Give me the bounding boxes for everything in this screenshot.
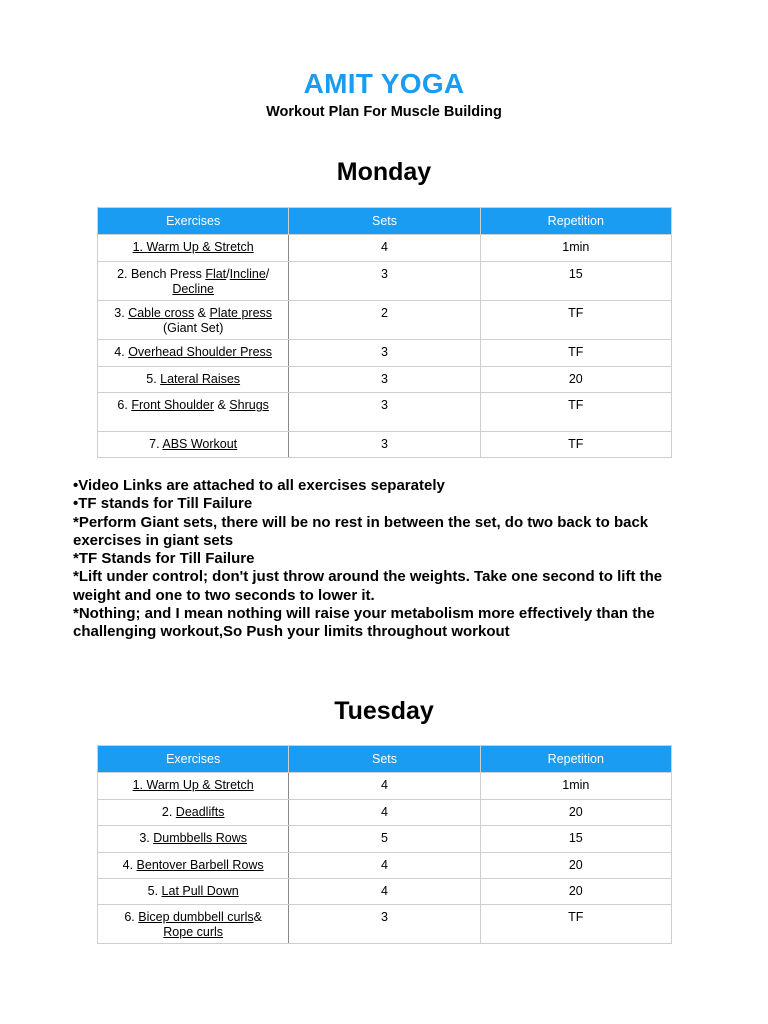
sets-cell: 4 (289, 879, 480, 905)
table-row (98, 879, 672, 905)
page-subtitle: Workout Plan For Muscle Building (266, 104, 502, 120)
sets-cell: 4 (289, 800, 480, 826)
exercise-cell (98, 853, 289, 879)
exercise-text: & (214, 398, 230, 412)
exercise-video-link[interactable]: Bentover Barbell Rows (136, 858, 264, 872)
exercise-video-link[interactable]: Dumbbells Rows (153, 831, 247, 845)
column-header-repetition: Repetition (480, 746, 671, 773)
note-line: *Nothing; and I mean nothing will raise your metabolism more effectively than the challenging workout,So Push your limits throughout workout (73, 605, 655, 641)
exercise-text: & (253, 910, 262, 924)
column-header-repetition: Repetition (480, 208, 671, 235)
sets-cell: 4 (289, 235, 480, 262)
table-row (98, 262, 672, 301)
sets-cell: 3 (289, 905, 480, 944)
exercise-cell (98, 905, 289, 944)
sets-cell: 3 (289, 262, 480, 301)
exercise-text: 3. (139, 831, 154, 845)
repetition-cell: 20 (480, 853, 671, 879)
exercise-cell (98, 879, 289, 905)
exercise-text: 6. (117, 398, 132, 412)
column-header-exercises: Exercises (98, 746, 289, 773)
column-header-sets: Sets (289, 208, 480, 235)
column-header-exercises: Exercises (98, 208, 289, 235)
exercise-video-link[interactable]: Deadlifts (175, 805, 225, 819)
table-row (98, 773, 672, 800)
repetition-cell: TF (480, 393, 671, 432)
repetition-cell: TF (480, 905, 671, 944)
note-line: *TF Stands for Till Failure (73, 550, 255, 568)
repetition-cell: 1min (480, 773, 671, 800)
table-row (98, 340, 672, 367)
table-row (98, 393, 672, 432)
table-header-row (98, 746, 672, 773)
exercise-cell (98, 826, 289, 853)
table-header-row (98, 208, 672, 235)
exercise-video-link[interactable]: Shrugs (229, 398, 269, 412)
exercise-cell (98, 235, 289, 262)
column-header-sets: Sets (289, 746, 480, 773)
sets-cell: 3 (289, 393, 480, 432)
table-row (98, 826, 672, 853)
exercise-text: / (265, 267, 270, 281)
repetition-cell: 1min (480, 235, 671, 262)
exercise-video-link[interactable]: ABS Workout (162, 437, 238, 451)
sets-cell: 4 (289, 773, 480, 800)
exercise-video-link[interactable]: Decline (172, 282, 214, 296)
note-line: *Lift under control; don't just throw around the weights. Take one second to lift the weight and one to two seconds to lower it. (73, 568, 663, 604)
exercise-cell (98, 432, 289, 458)
table-row (98, 905, 672, 944)
exercise-text: 3. (114, 306, 129, 320)
repetition-cell: TF (480, 301, 671, 340)
sets-cell: 3 (289, 340, 480, 367)
exercise-video-link[interactable]: 1. Warm Up & Stretch (132, 240, 254, 254)
sets-cell: 3 (289, 367, 480, 393)
table-row (98, 800, 672, 826)
exercise-text: (Giant Set) (162, 321, 224, 335)
exercise-cell (98, 262, 289, 301)
exercise-video-link[interactable]: Bicep dumbbell curls (138, 910, 254, 924)
exercise-text: 5. (146, 372, 161, 386)
sets-cell: 5 (289, 826, 480, 853)
monday-workout-table (97, 207, 672, 458)
repetition-cell: 15 (480, 262, 671, 301)
exercise-text: / (226, 267, 230, 281)
table-row (98, 432, 672, 458)
exercise-video-link[interactable]: Lateral Raises (160, 372, 241, 386)
repetition-cell: 20 (480, 879, 671, 905)
exercise-video-link[interactable]: Front Shoulder (131, 398, 214, 412)
note-line: •TF stands for Till Failure (73, 495, 253, 513)
tuesday-workout-table (97, 745, 672, 944)
exercise-text: 4. (122, 858, 137, 872)
exercise-video-link[interactable]: Lat Pull Down (161, 884, 239, 898)
exercise-cell (98, 367, 289, 393)
table-row (98, 853, 672, 879)
exercise-text: 5. (147, 884, 162, 898)
sets-cell: 3 (289, 432, 480, 458)
exercise-video-link[interactable]: Cable cross (128, 306, 195, 320)
exercise-video-link[interactable]: Flat (205, 267, 227, 281)
repetition-cell: 15 (480, 826, 671, 853)
sets-cell: 4 (289, 853, 480, 879)
repetition-cell: 20 (480, 367, 671, 393)
note-line: •Video Links are attached to all exercises separately (73, 477, 445, 494)
tuesday-heading: Tuesday (334, 697, 434, 725)
repetition-cell: TF (480, 340, 671, 367)
monday-heading: Monday (336, 158, 432, 186)
exercise-cell (98, 773, 289, 800)
exercise-video-link[interactable]: Incline (229, 267, 266, 281)
exercise-text: 2. Bench Press (117, 267, 206, 281)
exercise-cell (98, 301, 289, 340)
exercise-cell (98, 340, 289, 367)
exercise-video-link[interactable]: 1. Warm Up & Stretch (132, 778, 254, 792)
exercise-text: 7. (149, 437, 163, 451)
sets-cell: 2 (289, 301, 480, 340)
exercise-video-link[interactable]: Overhead Shoulder Press (128, 345, 273, 359)
notes-section (73, 477, 713, 642)
exercise-video-link[interactable]: Rope curls (163, 925, 224, 939)
exercise-video-link[interactable]: Plate press (209, 306, 273, 320)
exercise-cell (98, 393, 289, 432)
exercise-text: 4. (114, 345, 129, 359)
exercise-cell (98, 800, 289, 826)
table-row (98, 301, 672, 340)
table-row (98, 235, 672, 262)
exercise-text: & (194, 306, 210, 320)
repetition-cell: 20 (480, 800, 671, 826)
repetition-cell: TF (480, 432, 671, 458)
exercise-text: 2. (161, 805, 176, 819)
note-line: *Perform Giant sets, there will be no rest in between the set, do two back to back exercises in giant sets (73, 513, 649, 549)
table-row (98, 367, 672, 393)
page-title: AMIT YOGA (303, 68, 465, 99)
exercise-text: 6. (124, 910, 139, 924)
